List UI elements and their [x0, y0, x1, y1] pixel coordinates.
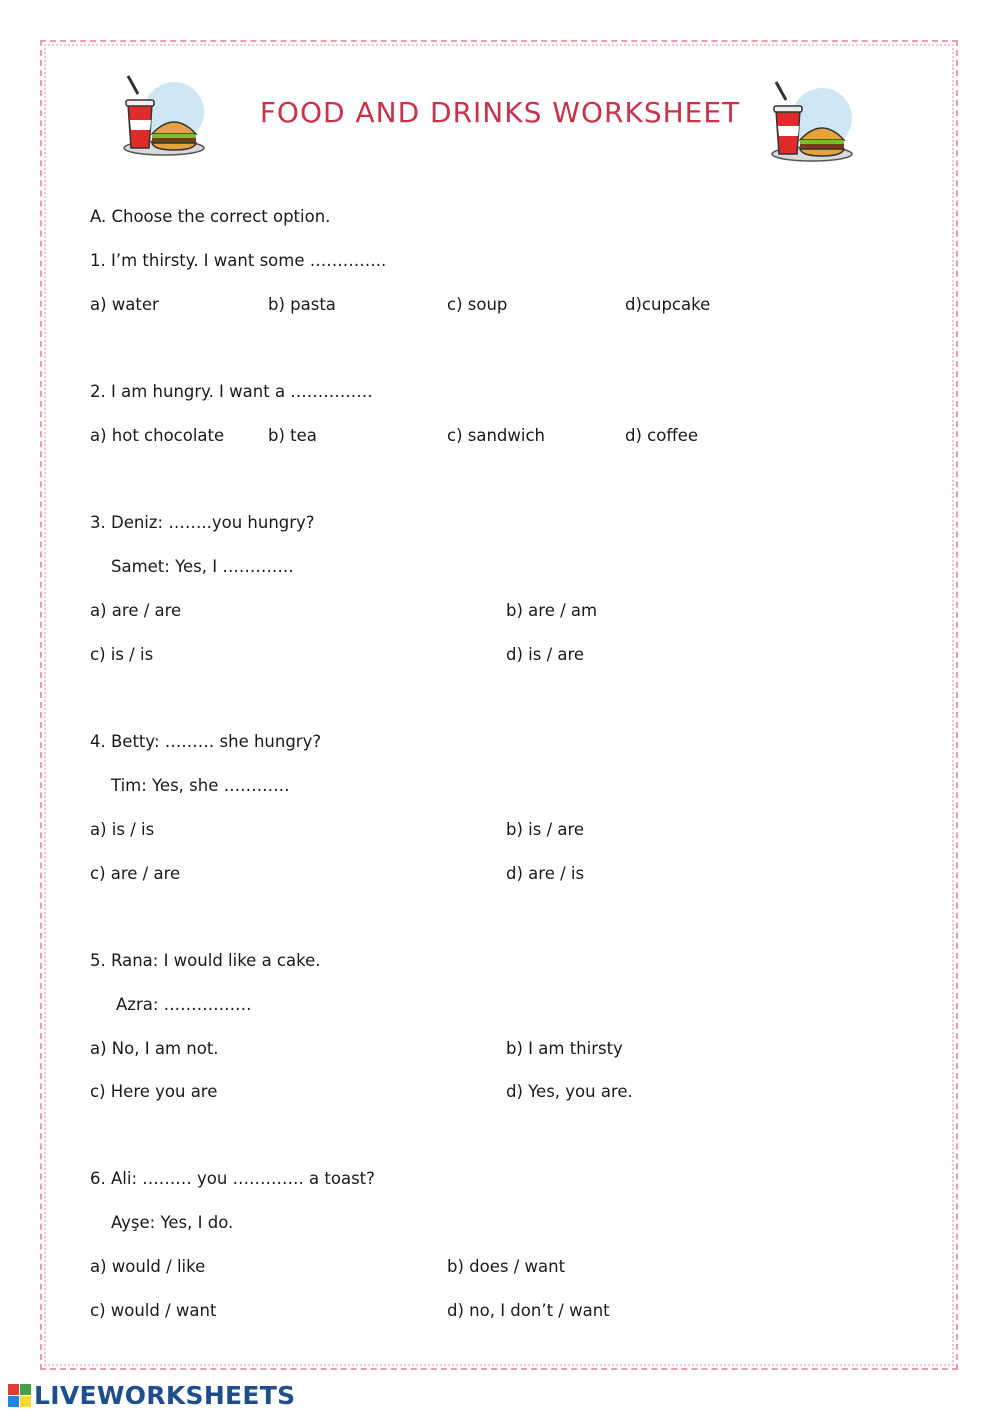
q6-option-c[interactable]: c) would / want	[90, 1301, 217, 1320]
instruction: A. Choose the correct option.	[90, 207, 331, 226]
q3-option-d[interactable]: d) is / are	[506, 645, 585, 664]
q3-option-a[interactable]: a) are / are	[90, 601, 182, 620]
question-4-reply: Tim: Yes, she …………	[111, 776, 290, 795]
q6-option-a[interactable]: a) would / like	[90, 1257, 206, 1276]
question-6-prompt: 6. Ali: ……… you …………. a toast?	[90, 1169, 375, 1188]
liveworksheets-logo[interactable]	[8, 1382, 295, 1408]
question-5-reply: Azra: …………….	[116, 995, 252, 1014]
q5-option-d[interactable]: d) Yes, you are.	[506, 1082, 633, 1101]
question-1-prompt: 1. I’m thirsty. I want some …………..	[90, 251, 387, 270]
q4-option-c[interactable]: c) are / are	[90, 864, 181, 883]
question-6-reply: Ayşe: Yes, I do.	[111, 1213, 234, 1232]
worksheet-title: FOOD AND DRINKS WORKSHEET	[259, 96, 741, 129]
question-3-prompt: 3. Deniz: ……..you hungry?	[90, 513, 315, 532]
q3-option-c[interactable]: c) is / is	[90, 645, 154, 664]
q4-option-d[interactable]: d) are / is	[506, 864, 585, 883]
q1-option-b[interactable]: b) pasta	[268, 295, 336, 314]
q2-option-c[interactable]: c) sandwich	[447, 426, 546, 445]
q1-option-a[interactable]: a) water	[90, 295, 159, 314]
q2-option-d[interactable]: d) coffee	[625, 426, 698, 445]
q6-option-b[interactable]: b) does / want	[447, 1257, 566, 1276]
logo-blocks-icon	[8, 1384, 31, 1407]
q6-option-d[interactable]: d) no, I don’t / want	[447, 1301, 610, 1320]
q4-option-a[interactable]: a) is / is	[90, 820, 155, 839]
q4-option-b[interactable]: b) is / are	[506, 820, 585, 839]
q1-option-d[interactable]: d)cupcake	[625, 295, 711, 314]
q5-option-c[interactable]: c) Here you are	[90, 1082, 218, 1101]
question-3-reply: Samet: Yes, I ………….	[111, 557, 294, 576]
q2-option-b[interactable]: b) tea	[268, 426, 317, 445]
logo-text: LIVEWORKSHEETS	[34, 1380, 296, 1410]
question-4-prompt: 4. Betty: ……… she hungry?	[90, 732, 322, 751]
q3-option-b[interactable]: b) are / am	[506, 601, 598, 620]
question-5-prompt: 5. Rana: I would like a cake.	[90, 951, 321, 970]
q5-option-b[interactable]: b) I am thirsty	[506, 1039, 623, 1058]
question-2-prompt: 2. I am hungry. I want a ……………	[90, 382, 373, 401]
q5-option-a[interactable]: a) No, I am not.	[90, 1039, 219, 1058]
q2-option-a[interactable]: a) hot chocolate	[90, 426, 225, 445]
q1-option-c[interactable]: c) soup	[447, 295, 508, 314]
